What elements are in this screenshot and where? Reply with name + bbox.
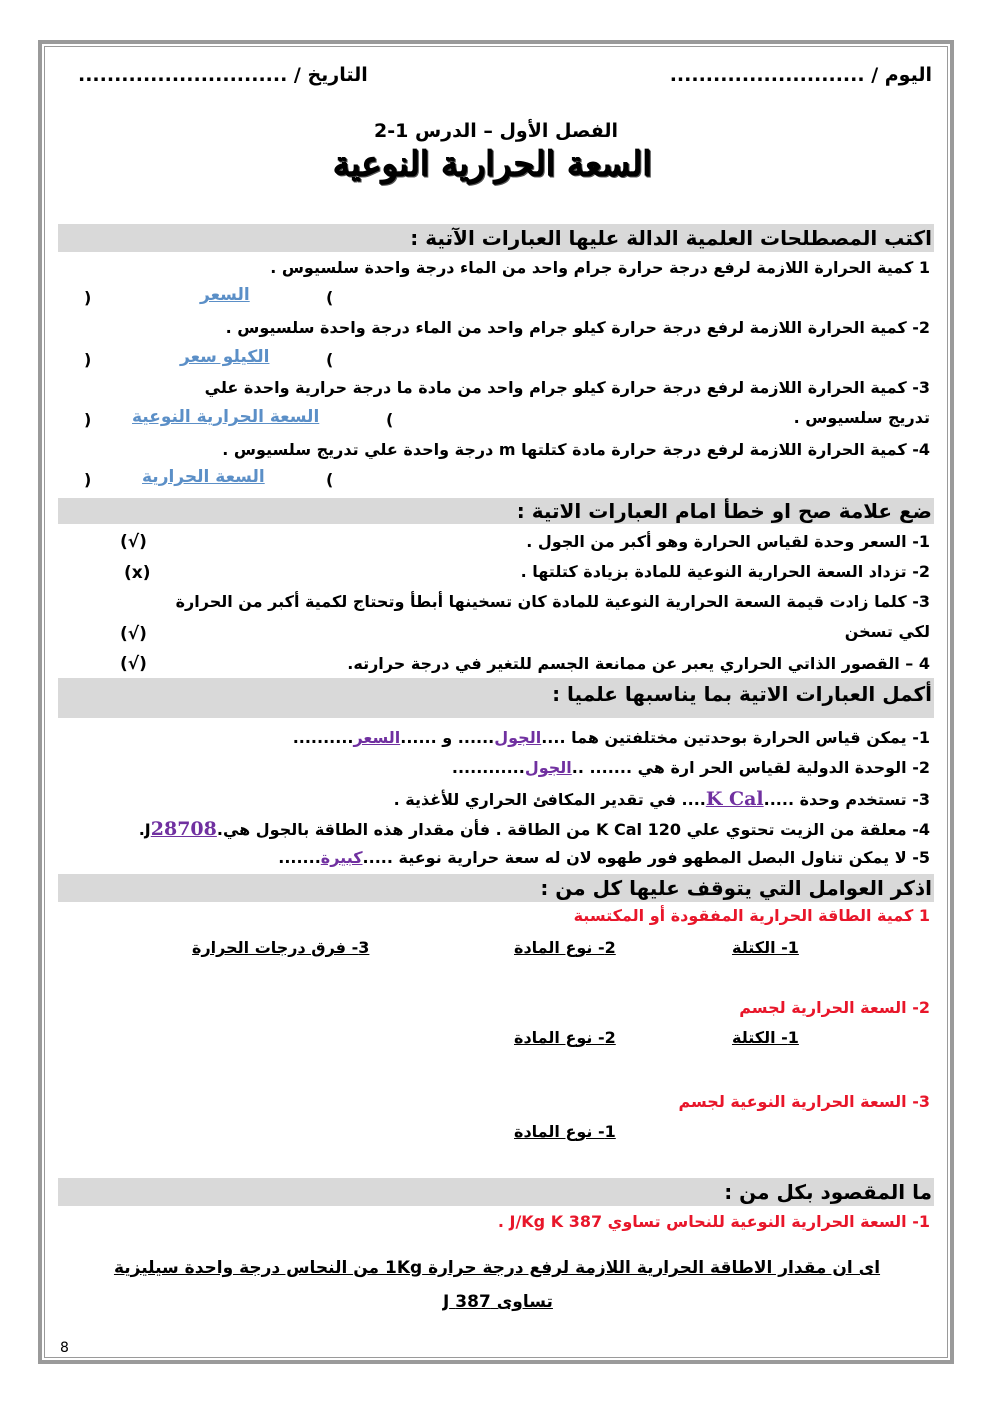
s1-paren-open-4: ) [84, 470, 92, 489]
s2-item-3: 3- كلما زادت قيمة السعة الحرارية النوعية للمادة كان تسخينها أبطأ وتحتاج لكمية أكبر من الحرارة [175, 592, 930, 611]
s3-item-2-answer: الجول [524, 758, 572, 777]
s3-item-2-b: ............ [451, 758, 525, 777]
s3-item-1-answer-1: الجول [494, 728, 542, 747]
s3-item-1 [293, 728, 930, 747]
s1-paren-close-1: ( [326, 288, 334, 307]
s1-item-4: 4- كمية الحرارة اللازمة لرفع درجة حرارة مادة كتلتها m درجة واحدة علي تدريج سلسيوس . [222, 440, 930, 459]
s3-item-1-c: .......... [292, 728, 354, 747]
s4-group-2-title: 2- السعة الحرارية لجسم [739, 998, 930, 1017]
s3-item-1-a: 1- يمكن قياس الحرارة بوحدتين مختلفتين هما .... [541, 728, 930, 747]
s4-group-1-factor-3: 3- فرق درجات الحرارة [192, 938, 370, 957]
s5-explanation-line-1: اى ان مقدار الاطاقة الحرارية اللازمة لرفع درجة حرارة 1Kg من النحاس درجة واحدة سيليزية [113, 1258, 881, 1278]
s3-item-3 [394, 788, 930, 810]
s2-mark-2: (x) [124, 563, 151, 583]
s3-item-4-answer: 28708 [150, 818, 217, 840]
s4-group-1-factor-2: 2- نوع المادة [514, 938, 616, 957]
section2-heading: ضع علامة صح او خطأ امام العبارات الاتية : [516, 499, 932, 523]
s5-explanation-line-2: تساوى 387 J [443, 1292, 553, 1312]
s4-group-3-factor-1: 1- نوع المادة [514, 1122, 616, 1141]
s3-item-2-a: 2- الوحدة الدولية لقياس الحر ارة هي ....... .. [571, 758, 930, 777]
section5-heading: ما المقصود بكل من : [724, 1180, 932, 1204]
s3-item-2 [452, 758, 930, 777]
s4-group-3-title: 3- السعة الحرارية النوعية لجسم [678, 1092, 930, 1111]
s4-group-1-title: 1 كمية الطاقة الحرارية المفقودة أو المكتسبة [573, 906, 930, 925]
s1-paren-open-3: ) [84, 410, 92, 429]
s3-item-3-b: .... في تقدير المكافئ الحراري للأغذية . [393, 790, 706, 809]
s2-mark-3: (√) [120, 624, 147, 644]
s2-item-2: 2- تزداد السعة الحرارية النوعية للمادة بزيادة كتلتها . [520, 562, 930, 581]
s1-paren-close-3: ( [386, 410, 394, 429]
section4-heading: اذكر العوامل التي يتوقف عليها كل من : [540, 876, 932, 900]
s2-item-1: 1- السعر وحدة لقياس الحرارة وهو أكبر من الجول . [526, 532, 930, 551]
s1-item-2: 2- كمية الحرارة اللازمة لرفع درجة حرارة كيلو جرام واحد من الماء درجة واحدة سلسيوس . [225, 318, 930, 337]
s1-answer-4: السعة الحرارية [142, 467, 265, 487]
page-number: 8 [60, 1340, 69, 1356]
s2-item-3-cont: لكي تسخن [844, 622, 930, 641]
s1-item-3: 3- كمية الحرارة اللازمة لرفع درجة حرارة كيلو جرام واحد من مادة ما درجة حرارية واحدة علي [204, 378, 930, 397]
s3-item-5-b: ....... [278, 848, 321, 867]
s3-item-3-a: 3- تستخدم وحدة ..... [763, 790, 930, 809]
section1-heading: اكتب المصطلحات العلمية الدالة عليها العبارات الآتية : [410, 226, 932, 250]
s1-answer-3: السعة الحرارية النوعية [132, 407, 320, 427]
day-label: اليوم / ........................... [669, 64, 932, 86]
s1-paren-close-2: ( [326, 350, 334, 369]
s2-mark-1: (√) [120, 532, 147, 552]
s1-paren-open-1: ) [84, 288, 92, 307]
s3-item-1-b: ...... و ...... [400, 728, 495, 747]
s3-item-5 [278, 848, 930, 867]
s1-item-3-cont: تدريج سلسيوس . [793, 408, 930, 427]
s1-answer-2: الكيلو سعر [180, 347, 270, 367]
s1-item-1: 1 كمية الحرارة اللازمة لرفع درجة حرارة جرام واحد من الماء درجة واحدة سلسيوس . [270, 258, 930, 277]
s5-item-1: 1- السعة الحرارية النوعية للنحاس تساوي 387 J/Kg K . [497, 1212, 930, 1231]
s2-mark-4: (√) [120, 654, 147, 674]
s3-item-5-a: 5- لا يمكن تناول البصل المطهو فور طهوه لان له سعة حرارية نوعية ..... [362, 848, 930, 867]
s1-paren-close-4: ( [326, 470, 334, 489]
s3-item-4 [139, 818, 930, 840]
page-title: السعة الحرارية النوعية [332, 144, 652, 184]
s3-item-5-answer: كبيرة [320, 848, 363, 867]
s1-answer-1: السعر [200, 285, 250, 305]
s3-item-3-answer: K Cal [705, 788, 764, 810]
s4-group-1-factor-1: 1- الكتلة [732, 938, 799, 957]
s2-item-4: 4 – القصور الذاتي الحراري يعبر عن ممانعة الجسم للتغير في درجة حرارته. [347, 654, 930, 673]
chapter-title: الفصل الأول – الدرس 1-2 [373, 120, 619, 142]
s3-item-4-a: 4- معلقة من الزيت تحتوي علي 120 K Cal من الطاقة . فأن مقدار هذه الطاقة بالجول هي.J [144, 820, 930, 839]
section3-heading: أكمل العبارات الاتية بما يناسبها علميا : [552, 682, 932, 706]
s1-paren-open-2: ) [84, 350, 92, 369]
s3-item-1-answer-2: السعر [353, 728, 401, 747]
date-label: التاريخ / ............................. [78, 64, 368, 86]
s3-item-4-b: . [138, 820, 145, 839]
s4-group-2-factor-2: 2- نوع المادة [514, 1028, 616, 1047]
s4-group-2-factor-1: 1- الكتلة [732, 1028, 799, 1047]
